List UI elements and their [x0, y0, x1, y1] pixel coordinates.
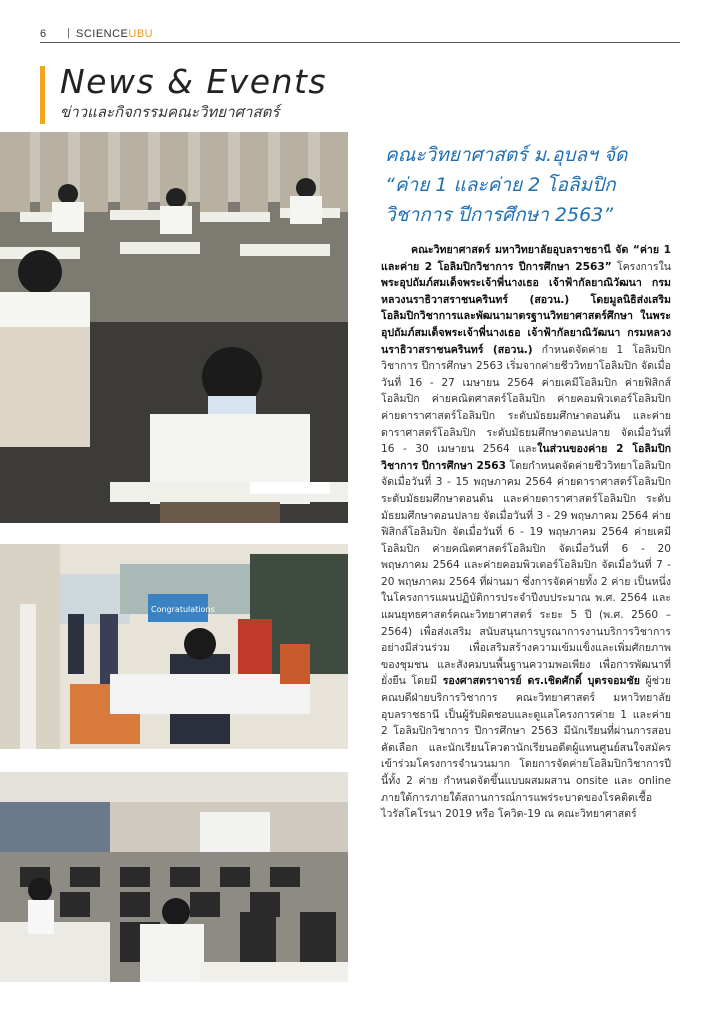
computer-lab-photo — [0, 772, 348, 982]
header-rule — [40, 42, 680, 43]
body-run: พระอุปถัมภ์สมเด็จพระเจ้าพี่นางเธอ เจ้าฟ้ากัลยาณิวัฒนา กรมหลวงนราธิวาสราชนครินทร์ (สอวน.) โดยมูลนิธิส่งเสริมโอลิมปิกวิชาการและพัฒนามาตรฐานวิทยาศาสตร์ศึกษา ในพระอุปถัมภ์สมเด็จพระเจ้าพี่นางเธอ เจ้าฟ้ากัลยาณิวัฒนา กรมหลวงนราธิวาสราชนครินทร์ (สอวน.) — [381, 277, 671, 356]
brand-science: SCIENCE — [76, 28, 129, 40]
registration-photo — [0, 544, 348, 749]
brand-ubu: UBU — [128, 28, 154, 40]
header-separator: | — [67, 27, 70, 39]
article-headline — [385, 140, 685, 230]
body-run: คณะวิทยาศาสตร์ มหาวิทยาลัยอุบลราชธานี จัด “ค่าย 1 และค่าย 2 โอลิมปิกวิชาการ ปีการศึกษา 2563” — [381, 244, 671, 273]
body-run: ในส่วนของค่าย 2 โอลิมปิกวิชาการ ปีการศึกษา 2563 — [381, 443, 671, 472]
body-run: โดยกำหนดจัดค่ายชีววิทยาโอลิมปิก จัดเมื่อวันที่ 3 - 15 พฤษภาคม 2564 ค่ายดาราศาสตร์โอลิมปิก ระดับมัธยมศึกษาตอนต้น และค่ายดาราศาสตร์โอลิมปิก ระดับมัธยมศึกษาตอนปลาย จัดเมื่อวันที่ 3 - 29 พฤษภาคม 2564 ค่ายฟิสิกส์โอลิมปิก จัดเมื่อวันที่ 6 - 19 พฤษภาคม 2564 ค่ายเคมีโอลิมปิก ค่ายคณิตศาสตร์โอลิมปิก จัดเมื่อวันที่ 6 - 20 พฤษภาคม 2564 และค่ายคอมพิวเตอร์โอลิมปิก จัดเมื่อวันที่ 7 - 20 พฤษภาคม 2564 ที่ผ่านมา ซึ่งการจัดค่ายทั้ง 2 ค่าย เป็นหนึ่งในโครงการแผนปฏิบัติการประจำปีงบประมาณ พ.ศ. 2564 และแผนยุทธศาสตร์คณะวิทยาศาสตร์ ระยะ 5 ปี (พ.ศ. 2560 – 2564) เพื่อส่งเสริม สนับสนุนการบูรณาการงานบริการวิชาการอย่างมีส่วนร่วม เพื่อเสริมสร้างความเข้มแข็งและเพิ่มศักยภาพของชุมชน และสังคมบนพื้นฐานความพอเพียง เพื่อการพัฒนาที่ยั่งยืน โดยมี — [381, 459, 671, 688]
exam-hall-photo — [0, 132, 348, 523]
headline-line: วิชาการ ปีการศึกษา 2563” — [385, 204, 614, 226]
body-run: โครงการใน — [611, 260, 671, 273]
section-subtitle: ข่าวและกิจกรรมคณะวิทยาศาสตร์ — [60, 103, 280, 121]
section-title: News & Events — [60, 62, 328, 101]
banner-text: Congratulations — [151, 605, 215, 614]
section-accent-bar — [40, 66, 45, 124]
magazine-brand — [76, 28, 153, 40]
body-run: รองศาสตราจารย์ ดร.เชิดศักดิ์ บุตรจอมชัย — [442, 675, 640, 688]
body-run: กำหนดจัดค่าย 1 โอลิมปิกวิชาการ ปีการศึกษา 2563 เริ่มจากค่ายชีววิทยาโอลิมปิก จัดเมื่อวันที่ 16 - 27 เมษายน 2564 ค่ายเคมีโอลิมปิก ค่ายฟิสิกส์โอลิมปิก ค่ายคณิตศาสตร์โอลิมปิก ค่ายคอมพิวเตอร์โอลิมปิก ค่ายดาราศาสตร์โอลิมปิก ระดับมัธยมศึกษาตอนต้น และค่ายดาราศาสตร์โอลิมปิก ระดับมัธยมศึกษาตอนปลาย จัดเมื่อวันที่ 16 - 30 เมษายน 2564 และ — [381, 343, 671, 456]
body-run: ผู้ช่วยคณบดีฝ่ายบริการวิชาการ คณะวิทยาศาสตร์ มหาวิทยาลัยอุบลราชธานี เป็นผู้รับผิดชอบและดูแลโครงการค่าย 1 และค่าย 2 โอลิมปิกวิชาการ ปีการศึกษา 2563 มีนักเรียนที่ผ่านการสอบคัดเลือก และนักเรียนโควตานักเรียนอดีตผู้แทนศูนย์สนใจสมัครเข้าร่วมโครงการจำนวนมาก โดยการจัดค่ายโอลิมปิกวิชาการปีนี้ทั้ง 2 ค่าย กำหนดจัดขึ้นแบบผสมผสาน onsite และ online ภายใต้การภายใต้สถานการณ์การแพร่ระบาดของโรคติดเชื้อไวรัสโคโรนา 2019 หรือ โควิด-19 ณ คณะวิทยาศาสตร์ — [381, 675, 672, 821]
headline-line: “ค่าย 1 และค่าย 2 โอลิมปิก — [385, 174, 616, 196]
page-number: 6 — [40, 28, 47, 40]
headline-line: คณะวิทยาศาสตร์ ม.อุบลฯ จัด — [385, 144, 628, 166]
article-body — [381, 242, 671, 823]
